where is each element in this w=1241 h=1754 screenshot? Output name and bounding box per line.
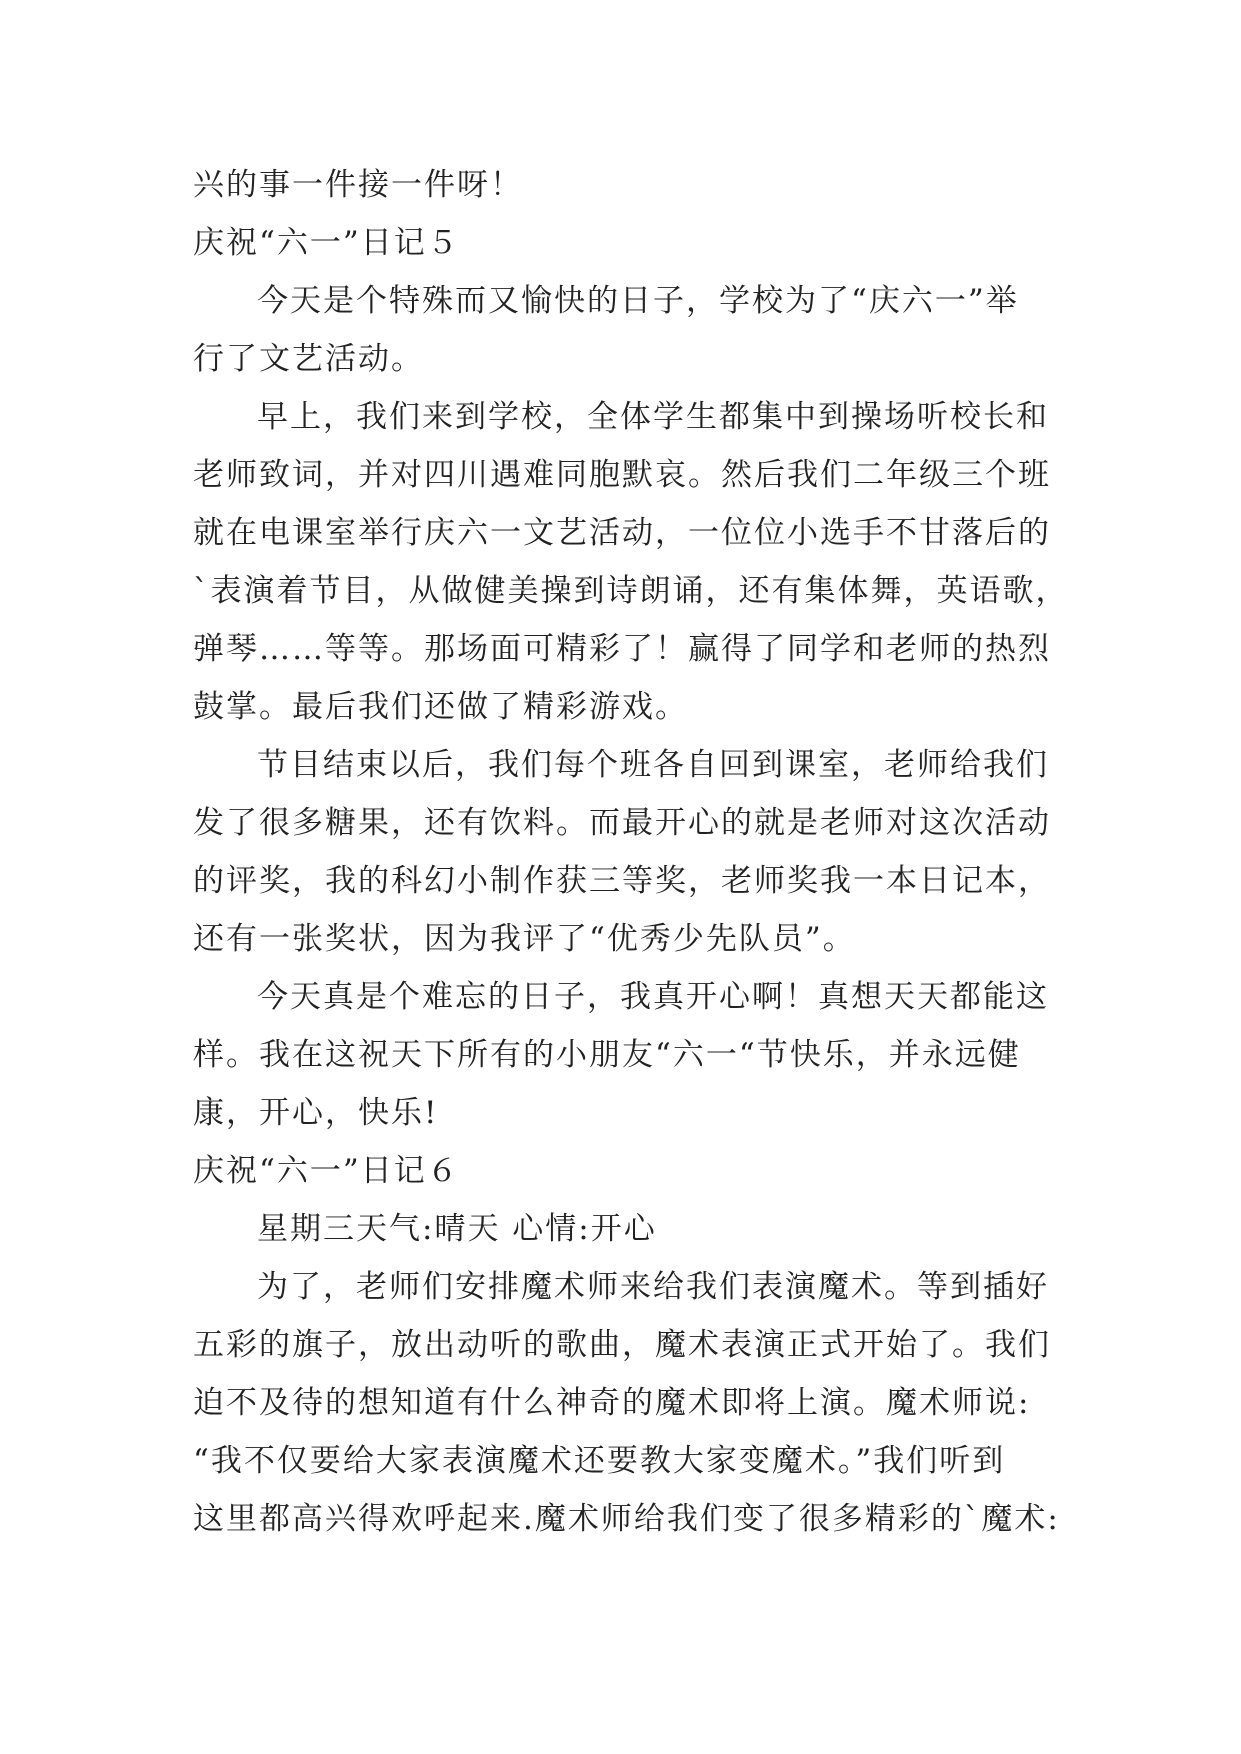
- paragraph-line: 迫不及待的想知道有什么神奇的魔术即将上演。魔术师说:: [193, 1385, 1031, 1421]
- paragraph-line: `表演着节目，从做健美操到诗朗诵，还有集体舞，英语歌，: [193, 573, 1069, 609]
- paragraph-line: 发了很多糖果，还有饮料。而最开心的就是老师对这次活动: [193, 805, 1051, 841]
- paragraph-line: 弹琴……等等。那场面可精彩了！赢得了同学和老师的热烈: [193, 631, 1051, 667]
- section-heading: 庆祝“六一”日记６: [193, 1153, 460, 1189]
- paragraph-line: 这里都高兴得欢呼起来.魔术师给我们变了很多精彩的`魔术:: [193, 1501, 1060, 1537]
- paragraph-line: “我不仅要给大家表演魔术还要教大家变魔术。”我们听到: [193, 1443, 1006, 1479]
- paragraph-line: 为了，老师们安排魔术师来给我们表演魔术。等到插好: [257, 1269, 1049, 1305]
- paragraph-line: 早上，我们来到学校，全体学生都集中到操场听校长和: [257, 399, 1049, 435]
- paragraph-line: 节目结束以后，我们每个班各自回到课室，老师给我们: [257, 747, 1049, 783]
- document-body: [193, 156, 1069, 1548]
- paragraph-line: 就在电课室举行庆六一文艺活动，一位位小选手不甘落后的: [193, 515, 1051, 551]
- paragraph-line: 康，开心，快乐!: [193, 1095, 439, 1131]
- paragraph-line: 行了文艺活动。: [193, 341, 424, 377]
- section-heading: 庆祝“六一”日记５: [193, 225, 460, 261]
- paragraph-line: 老师致词，并对四川遇难同胞默哀。然后我们二年级三个班: [193, 457, 1051, 493]
- paragraph-line: 的评奖，我的科幻小制作获三等奖，老师奖我一本日记本，: [193, 863, 1051, 899]
- paragraph-line: 星期三天气:晴天 心情:开心: [257, 1211, 657, 1247]
- paragraph-line: 还有一张奖状，因为我评了“优秀少先队员”。: [193, 921, 856, 957]
- paragraph-line: 今天是个特殊而又愉快的日子，学校为了“庆六一”举: [257, 283, 1019, 319]
- paragraph-line: 样。我在这祝天下所有的小朋友“六一“节快乐，并永远健: [193, 1037, 1021, 1073]
- paragraph-line: 鼓掌。最后我们还做了精彩游戏。: [193, 689, 688, 725]
- text-line: 兴的事一件接一件呀！: [193, 167, 523, 203]
- paragraph-line: 五彩的旗子，放出动听的歌曲，魔术表演正式开始了。我们: [193, 1327, 1051, 1363]
- paragraph-line: 今天真是个难忘的日子，我真开心啊！真想天天都能这: [257, 979, 1049, 1015]
